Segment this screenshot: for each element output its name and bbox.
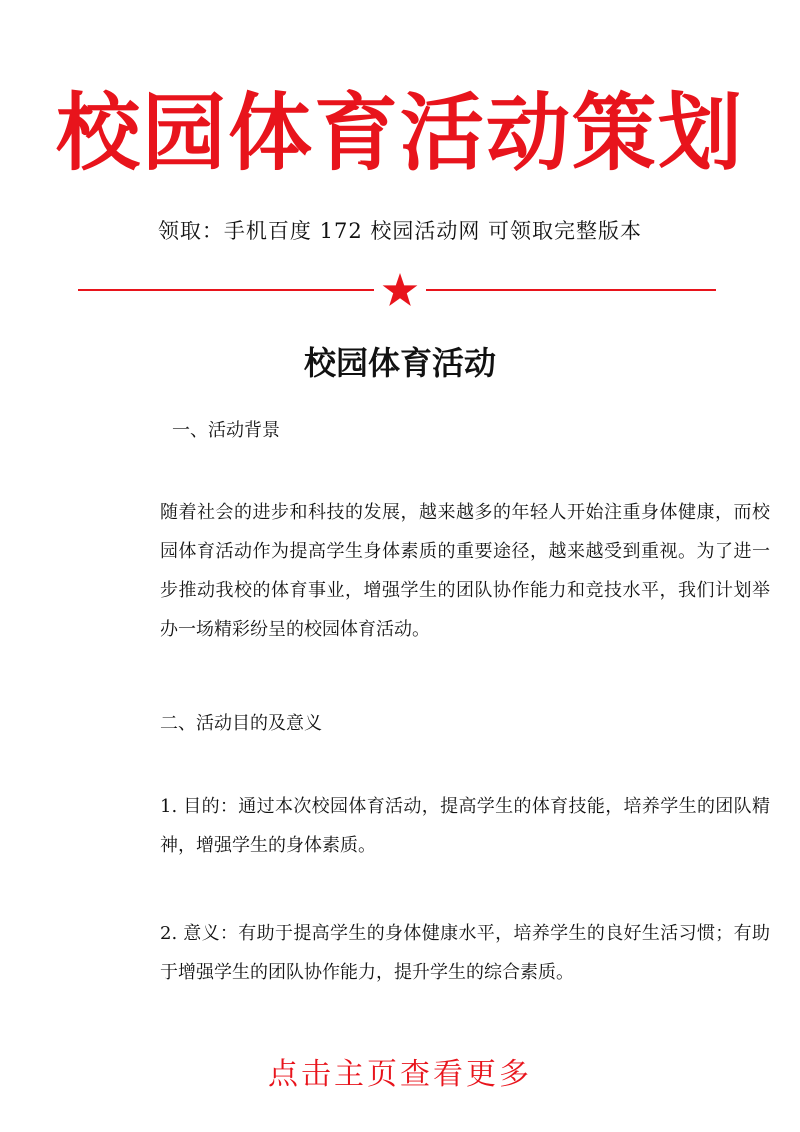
- star-icon: [382, 273, 418, 307]
- divider-left: [78, 289, 374, 291]
- section-heading-background: 一、活动背景: [172, 420, 280, 441]
- paragraph-significance: 2. 意义：有助于提高学生的身体健康水平，培养学生的良好生活习惯；有助于增强学生的团队协作能力，提升学生的综合素质。: [160, 923, 770, 983]
- banner-title: 校园体育活动策划: [55, 83, 744, 182]
- paragraph-background: 随着社会的进步和科技的发展，越来越多的年轻人开始注重身体健康，而校园体育活动作为提高学生身体素质的重要途径，越来越受到重视。为了进一步推动我校的体育事业，增强学生的团队协作能力和竞技水平，我们计划举办一场精彩纷呈的校园体育活动。: [160, 502, 770, 640]
- section-heading-purpose: 二、活动目的及意义: [160, 713, 322, 734]
- document-title: 校园体育活动: [303, 344, 496, 382]
- paragraph-purpose: 1. 目的：通过本次校园体育活动，提高学生的体育技能，培养学生的团队精神，增强学生的身体素质。: [160, 796, 770, 856]
- star-icon-shape: [383, 273, 418, 306]
- divider-right: [426, 289, 716, 291]
- banner-subtitle: 领取：手机百度 172 校园活动网 可领取完整版本: [157, 219, 643, 243]
- footer-more-link[interactable]: 点击主页查看更多: [268, 1057, 532, 1092]
